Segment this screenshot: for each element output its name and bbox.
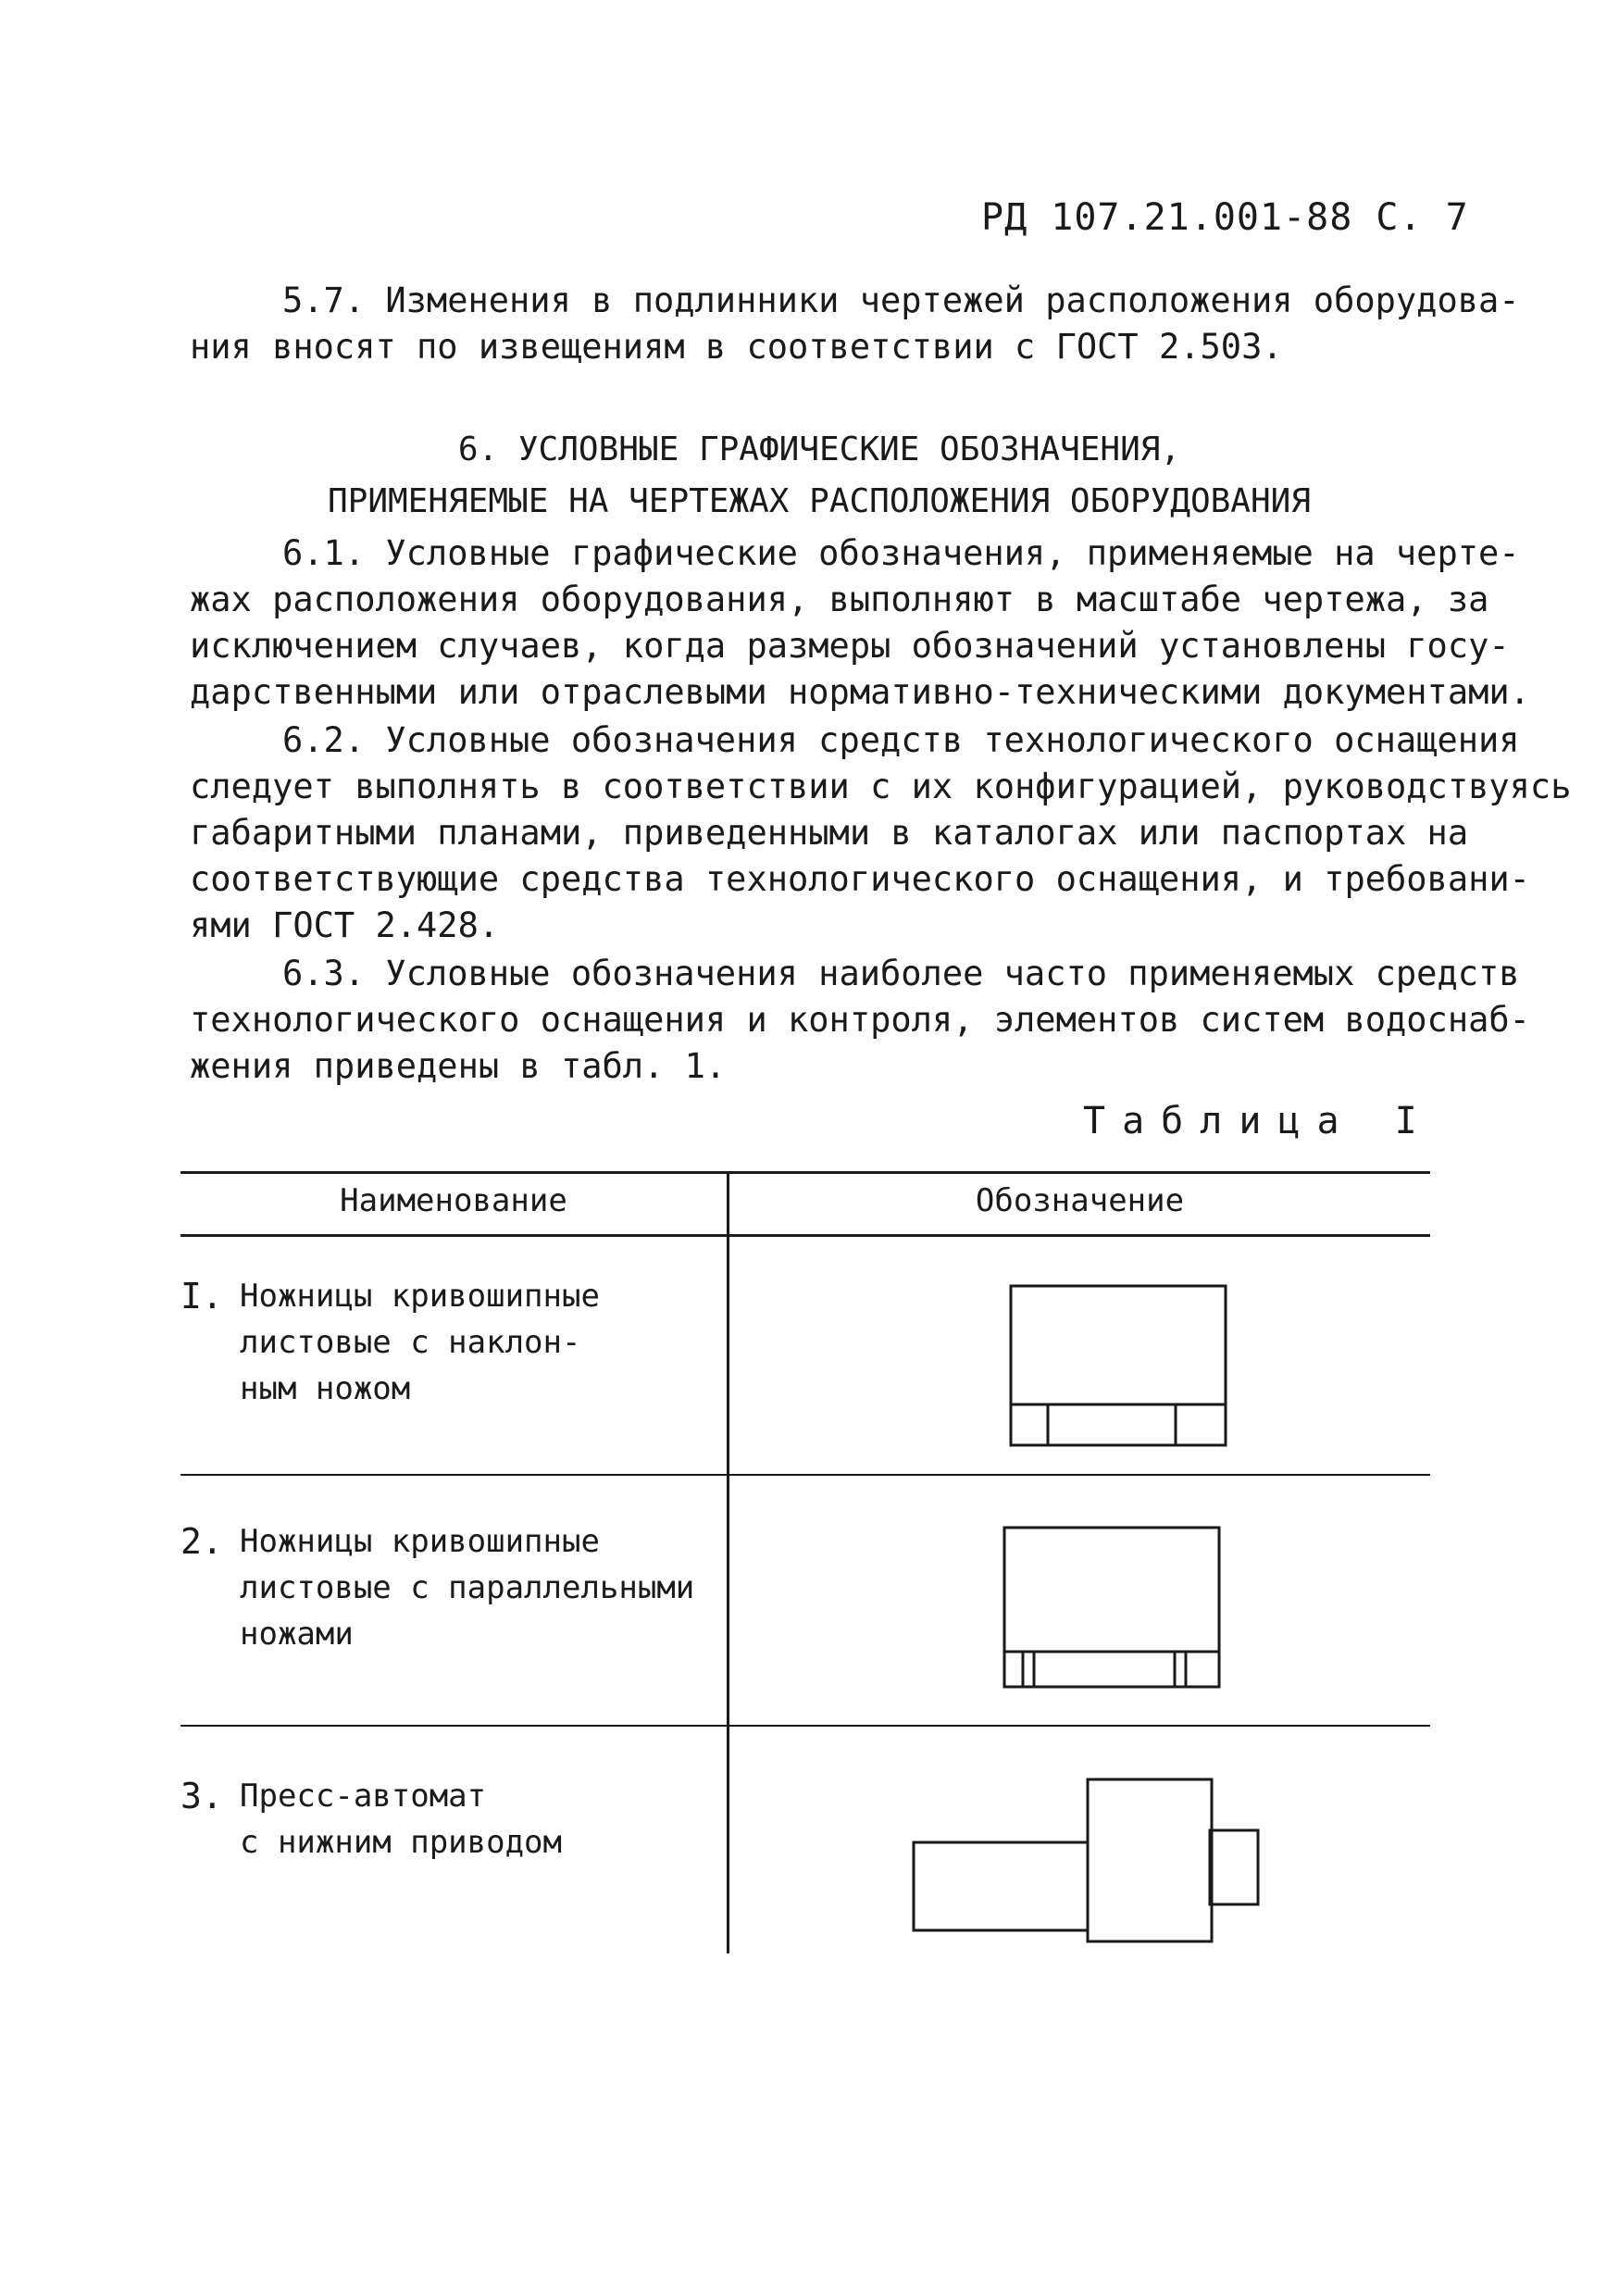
column-header-symbol: Обозначение — [975, 1182, 1185, 1219]
text-line: 5.7. Изменения в подлинники чертежей расположения оборудова- — [282, 281, 1520, 320]
symbol-press-body — [1088, 1779, 1212, 1941]
column-header-name: Наименование — [340, 1182, 567, 1219]
table-row-divider — [181, 1474, 1430, 1476]
row-name-line: Ножницы кривошипные — [240, 1278, 600, 1315]
text-line: 6.2. Условные обозначения средств технологического оснащения — [282, 720, 1520, 760]
table-top-rule — [181, 1171, 1430, 1174]
row-number: I. — [181, 1276, 223, 1316]
row-name — [240, 1773, 562, 1866]
document-reference: РД 107.21.001-88 С. 7 — [981, 196, 1469, 239]
row-number: 2. — [181, 1521, 223, 1562]
symbol-outline — [1011, 1286, 1226, 1445]
text-line: ния вносят по извещениям в соответствии с ГОСТ 2.503. — [190, 327, 1283, 367]
paragraph-6-2 — [190, 718, 1572, 949]
heading-line: 6. УСЛОВНЫЕ ГРАФИЧЕСКИЕ ОБОЗНАЧЕНИЯ, — [457, 430, 1181, 468]
row-name-line: листовые с параллельными — [240, 1569, 695, 1606]
heading-line: ПРИМЕНЯЕМЫЕ НА ЧЕРТЕЖАХ РАСПОЛОЖЕНИЯ ОБОРУДОВАНИЯ — [327, 482, 1312, 520]
row-name — [240, 1273, 600, 1412]
table-caption: Таблица I — [1083, 1100, 1434, 1142]
table-row-divider — [181, 1725, 1430, 1727]
equipment-symbols-table — [181, 1171, 1430, 1953]
row-name-line: листовые с наклон- — [240, 1324, 581, 1361]
text-line: дарственными или отраслевыми нормативно-техническими документами. — [190, 672, 1530, 712]
text-line: технологического оснащения и контроля, элементов систем водоснаб- — [190, 1000, 1530, 1040]
table-header-rule — [181, 1234, 1430, 1237]
shears-parallel-knives-symbol — [1003, 1526, 1225, 1692]
paragraph-5-7 — [190, 278, 1520, 370]
row-name-line: ножами — [240, 1616, 354, 1653]
row-name — [240, 1518, 694, 1657]
paragraph-6-3 — [190, 951, 1530, 1090]
table-column-divider — [727, 1171, 729, 1953]
text-line: жения приведены в табл. 1. — [190, 1046, 727, 1086]
text-line: соответствующие средства технологического оснащения, и требовани- — [190, 859, 1530, 899]
row-name-line: с нижним приводом — [240, 1824, 562, 1861]
row-number: 3. — [181, 1776, 223, 1816]
row-name-line: Пресс-автомат — [240, 1778, 487, 1815]
text-line: исключением случаев, когда размеры обозначений установлены госу- — [190, 626, 1510, 666]
text-line: следует выполнять в соответствии с их конфигурацией, руководствуясь — [190, 767, 1572, 806]
text-line: габаритными планами, приведенными в каталогах или паспортах на — [190, 813, 1469, 853]
symbol-drive-block — [914, 1842, 1090, 1930]
text-line: 6.1. Условные графические обозначения, применяемые на черте- — [282, 533, 1520, 573]
text-line: ями ГОСТ 2.428. — [190, 905, 500, 945]
paragraph-6-1 — [190, 530, 1530, 716]
press-automatic-bottom-drive-symbol — [912, 1778, 1264, 1944]
shears-inclined-knife-symbol — [1009, 1284, 1231, 1451]
symbol-side-block — [1210, 1830, 1258, 1904]
row-name-line: Ножницы кривошипные — [240, 1523, 600, 1560]
row-name-line: ным ножом — [240, 1370, 411, 1407]
text-line: 6.3. Условные обозначения наиболее часто применяемых средств — [282, 954, 1520, 993]
text-line: жах расположения оборудования, выполняют в масштабе чертежа, за — [190, 580, 1489, 619]
section-6-heading — [190, 424, 1449, 528]
